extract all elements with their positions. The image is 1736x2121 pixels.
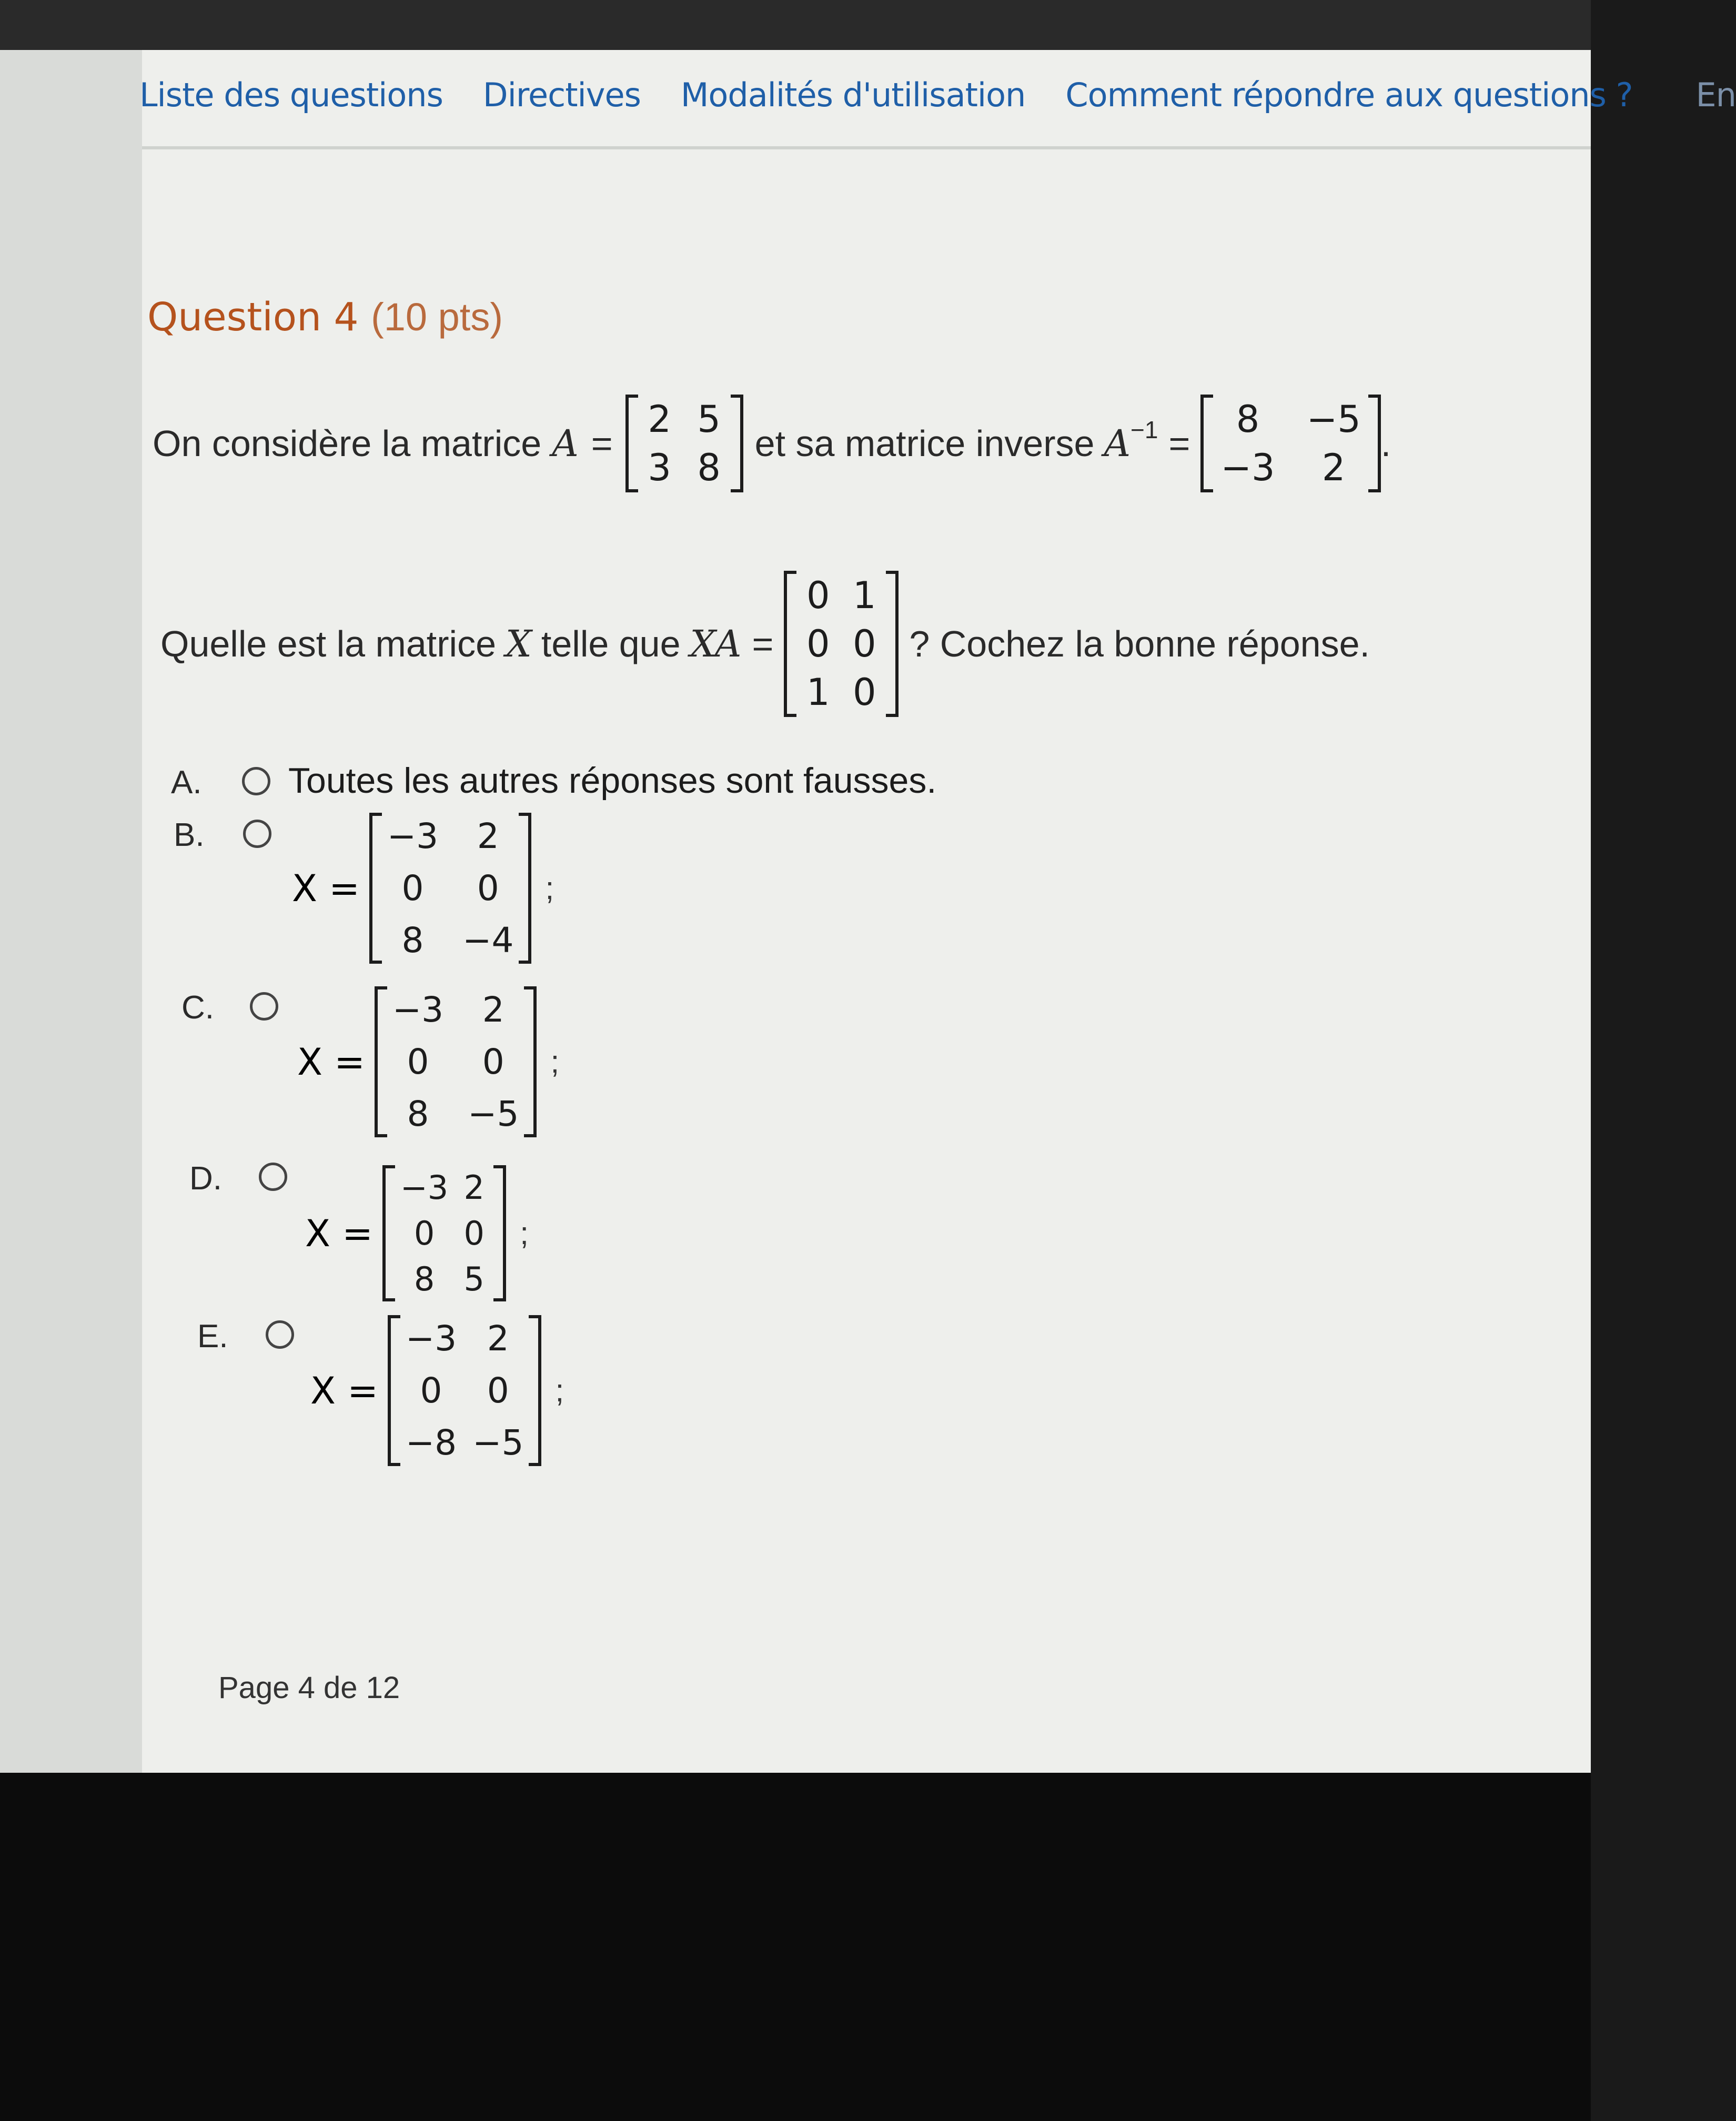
option-c-radio[interactable] [250, 992, 278, 1021]
matrix-cell: 8 [401, 920, 424, 961]
statement1-end: . [1380, 423, 1391, 464]
matrix-XA [784, 571, 899, 717]
equals-sign: = [1168, 423, 1190, 464]
matrix-cell: 0 [401, 868, 424, 908]
matrix-cell: 2 [482, 989, 504, 1030]
matrix-cell: 3 [648, 446, 671, 489]
matrix-cell: 0 [806, 622, 830, 665]
matrix-A-symbol: A [552, 422, 579, 465]
matrix-cell: 0 [420, 1370, 442, 1411]
equals-sign: = [591, 423, 613, 464]
matrix-cell: 8 [697, 446, 721, 489]
matrix-cell: 0 [487, 1370, 509, 1411]
matrix-cell: 0 [407, 1042, 429, 1082]
option-c-matrix [375, 986, 537, 1137]
matrix-cell: 0 [463, 1214, 485, 1253]
question-title [147, 295, 503, 340]
matrix-cell: 1 [853, 574, 876, 617]
matrix-cell: 0 [477, 868, 499, 908]
statement1-prefix: On considère la matrice [153, 423, 542, 464]
option-d-matrix [382, 1165, 506, 1301]
option-b-matrix [369, 813, 532, 964]
matrix-Ainv-symbol: A [1104, 422, 1131, 465]
statement2-end: ? Cochez la bonne réponse. [909, 623, 1370, 664]
matrix-cell: 2 [487, 1318, 509, 1359]
left-margin [0, 50, 142, 1773]
matrix-cell: −4 [462, 920, 514, 961]
matrix-cell: 0 [853, 671, 876, 714]
option-c-end: ; [550, 1044, 560, 1079]
option-e-end: ; [555, 1373, 564, 1408]
option-a-letter: A. [171, 764, 202, 801]
matrix-cell: −8 [405, 1422, 457, 1463]
option-c-lhs: X = [297, 1040, 365, 1084]
option-e-letter: E. [197, 1318, 228, 1355]
device-bezel-bottom [0, 1773, 1591, 2121]
matrix-cell: 0 [806, 574, 830, 617]
option-d-end: ; [520, 1216, 529, 1251]
matrix-cell: −3 [405, 1318, 457, 1359]
statement1-mid: et sa matrice inverse [754, 423, 1095, 464]
matrix-A [625, 395, 743, 492]
option-c-formula[interactable] [297, 986, 559, 1137]
option-d-letter: D. [189, 1160, 222, 1197]
question-statement-1 [153, 395, 1391, 492]
matrix-cell: 8 [1236, 398, 1260, 441]
statement2-mid: telle que [541, 623, 681, 664]
matrix-cell: 1 [806, 671, 830, 714]
option-a-radio[interactable] [242, 767, 270, 795]
nav-divider [142, 146, 1591, 149]
matrix-cell: 0 [853, 622, 876, 665]
device-bezel-top [0, 0, 1591, 58]
option-d-formula[interactable] [305, 1165, 529, 1301]
question-statement-2 [160, 571, 1370, 717]
inverse-exponent: −1 [1131, 416, 1158, 443]
matrix-cell: 2 [463, 1168, 485, 1207]
option-b-lhs: X = [292, 866, 360, 910]
matrix-cell: 0 [413, 1214, 435, 1253]
option-a-text[interactable]: Toutes les autres réponses sont fausses. [288, 761, 937, 801]
nav-how-to-answer-link[interactable]: Comment répondre aux questions ? [1065, 75, 1633, 114]
option-b-end: ; [545, 871, 554, 906]
matrix-cell: 5 [697, 398, 721, 441]
nav-terms-link[interactable]: Modalités d'utilisation [680, 75, 1026, 114]
option-c-letter: C. [181, 989, 214, 1026]
matrix-A-inverse [1200, 395, 1380, 492]
matrix-cell: 0 [482, 1042, 504, 1082]
nav-question-list-link[interactable]: Liste des questions [139, 75, 443, 114]
nav-directives-link[interactable]: Directives [482, 75, 641, 114]
option-e-lhs: X = [310, 1369, 378, 1412]
matrix-cell: 2 [477, 816, 499, 856]
matrix-cell: 2 [648, 398, 671, 441]
question-label: Question 4 [147, 295, 359, 340]
nav-truncated-link[interactable]: En [1695, 75, 1736, 114]
matrix-cell: −5 [472, 1422, 524, 1463]
matrix-cell: −5 [468, 1094, 519, 1134]
matrix-cell: −3 [387, 816, 439, 856]
matrix-X-symbol: X [506, 622, 532, 665]
matrix-cell: −5 [1306, 398, 1361, 441]
option-b-letter: B. [174, 817, 205, 853]
matrix-cell: −3 [400, 1168, 449, 1207]
option-b-radio[interactable] [243, 820, 271, 848]
equals-sign: = [752, 623, 774, 664]
product-XA-symbol: XA [690, 622, 742, 665]
page-indicator: Page 4 de 12 [218, 1671, 400, 1705]
option-e-radio[interactable] [266, 1320, 294, 1349]
option-d-radio[interactable] [259, 1163, 287, 1191]
question-points: (10 pts) [371, 295, 503, 339]
matrix-cell: 2 [1321, 446, 1346, 489]
option-e-matrix [388, 1315, 542, 1466]
matrix-cell: −3 [392, 989, 444, 1030]
option-d-lhs: X = [305, 1211, 373, 1255]
matrix-cell: −3 [1220, 446, 1275, 489]
statement2-prefix: Quelle est la matrice [160, 623, 497, 664]
top-nav [139, 63, 1736, 126]
matrix-cell: 5 [463, 1260, 485, 1298]
matrix-cell: 8 [413, 1260, 435, 1298]
matrix-cell: 8 [407, 1094, 429, 1134]
option-b-formula[interactable] [292, 813, 554, 964]
option-e-formula[interactable] [310, 1315, 564, 1466]
